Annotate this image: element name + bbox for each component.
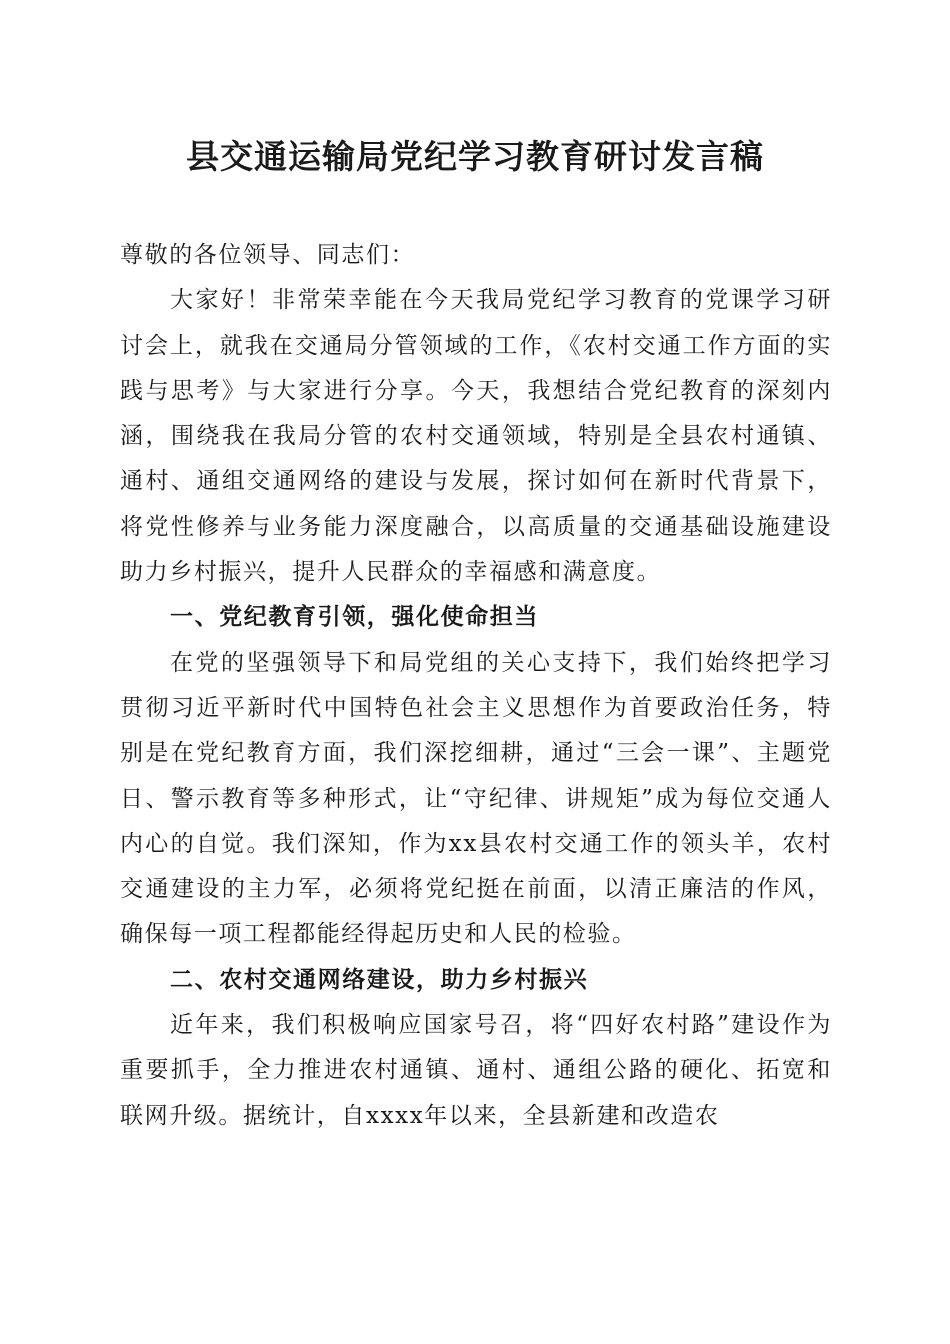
- document-title: 县交通运输局党纪学习教育研讨发言稿: [186, 137, 764, 176]
- section-2-heading: 二、农村交通网络建设，助力乡村振兴: [170, 966, 589, 993]
- section-1-paragraph: 在党的坚强领导下和局党组的关心支持下，我们始终把学习贯彻习近平新时代中国特色社会主义思想作为首要政治任务，特别是在党纪教育方面，我们深挖细耕，通过“三会一课”、主题党日、警示教育等多种形式，让“守纪律、讲规矩”成为每位交通人内心的自觉。我们深知，作为xx县农村交通工作的领头羊，农村交通建设的主力军，必须将党纪挺在前面，以清正廉洁的作风，确保每一项工程都能经得起历史和人民的检验。: [120, 649, 832, 948]
- section-2-paragraph: 近年来，我们积极响应国家号召，将“四好农村路”建设作为重要抓手，全力推进农村通镇、通村、通组公路的硬化、拓宽和联网升级。据统计，自xxxx年以来，全县新建和改造农: [120, 1012, 832, 1129]
- intro-paragraph: 大家好！非常荣幸能在今天我局党纪学习教育的党课学习研讨会上，就我在交通局分管领域的工作，《农村交通工作方面的实践与思考》与大家进行分享。今天，我想结合党纪教育的深刻内涵，围绕我在我局分管的农村交通领域，特别是全县农村通镇、通村、通组交通网络的建设与发展，探讨如何在新时代背景下，将党性修养与业务能力深度融合，以高质量的交通基础设施建设助力乡村振兴，提升人民群众的幸福感和满意度。: [120, 287, 832, 586]
- document-body: [120, 233, 832, 1139]
- section-1-heading: 一、党纪教育引领，强化使命担当: [170, 604, 539, 631]
- salutation: 尊敬的各位领导、同志们：: [120, 242, 416, 268]
